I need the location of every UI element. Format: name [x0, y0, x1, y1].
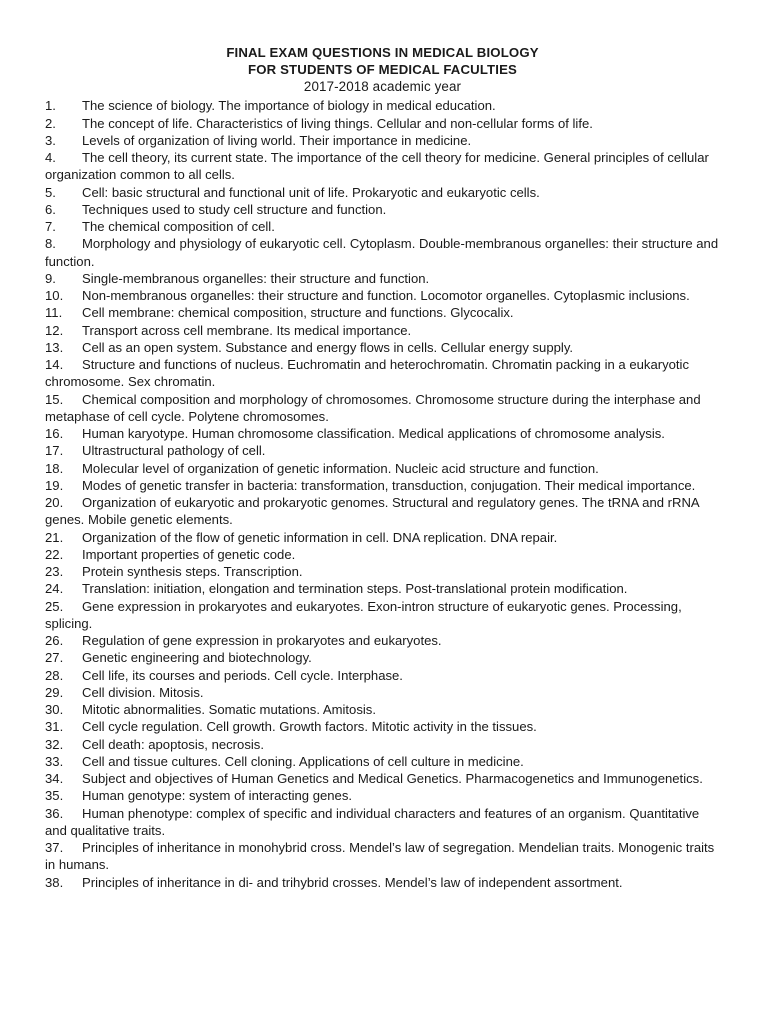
question-item: [45, 546, 720, 563]
question-text: Cell as an open system. Substance and energy flows in cells. Cellular energy supply.: [82, 339, 574, 355]
question-number: 13.: [45, 339, 64, 355]
question-text: Translation: initiation, elongation and termination steps. Post-translational protein modification.: [82, 581, 628, 597]
question-item: [45, 270, 720, 287]
question-text: Subject and objectives of Human Genetics and Medical Genetics. Pharmacogenetics and Immunogenetics.: [82, 771, 703, 787]
question-text: Regulation of gene expression in prokaryotes and eukaryotes.: [82, 633, 442, 649]
question-item: [45, 356, 720, 391]
question-text: Cell division. Mitosis.: [82, 684, 204, 700]
question-number: 34.: [45, 771, 64, 787]
question-text: The cell theory, its current state. The importance of the cell theory for medicine. General principles of cellular organization common to all cells.: [45, 150, 709, 183]
question-text: Transport across cell membrane. Its medical importance.: [82, 322, 412, 338]
question-item: [45, 839, 720, 874]
question-text: Modes of genetic transfer in bacteria: transformation, transduction, conjugation. Their medical importance.: [82, 477, 696, 493]
question-number: 35.: [45, 788, 64, 804]
question-number: 22.: [45, 546, 64, 562]
question-item: [45, 184, 720, 201]
question-number: 37.: [45, 840, 64, 856]
question-text: Cell death: apoptosis, necrosis.: [82, 736, 264, 752]
question-item: [45, 97, 720, 114]
question-item: [45, 149, 720, 184]
question-number: 8.: [45, 236, 56, 252]
question-item: [45, 649, 720, 666]
question-item: [45, 598, 720, 633]
question-item: [45, 391, 720, 426]
question-item: [45, 667, 720, 684]
question-number: 23.: [45, 564, 64, 580]
question-number: 15.: [45, 391, 64, 407]
question-item: [45, 339, 720, 356]
question-text: Chemical composition and morphology of chromosomes. Chromosome structure during the interphase and metaphase of cell cycle. Polytene chromosomes.: [45, 391, 701, 424]
question-item: [45, 770, 720, 787]
question-text: Human phenotype: complex of specific and individual characters and features of an organism. Quantitative and qualitative traits.: [45, 805, 700, 838]
question-text: The chemical composition of cell.: [82, 219, 275, 235]
question-text: Morphology and physiology of eukaryotic cell. Cytoplasm. Double-membranous organelles: their structure and function.: [45, 236, 719, 269]
question-text: Cell: basic structural and functional unit of life. Prokaryotic and eukaryotic cells.: [82, 184, 540, 200]
question-number: 14.: [45, 357, 64, 373]
question-text: The science of biology. The importance of biology in medical education.: [82, 98, 496, 114]
question-text: Human genotype: system of interacting genes.: [82, 788, 353, 804]
question-number: 25.: [45, 598, 64, 614]
question-number: 19.: [45, 477, 64, 493]
question-text: Structure and functions of nucleus. Euchromatin and heterochromatin. Chromatin packing in a eukaryotic chromosome. Sex chromatin.: [45, 357, 690, 390]
question-item: [45, 477, 720, 494]
question-text: Molecular level of organization of genetic information. Nucleic acid structure and function.: [82, 460, 599, 476]
document-title-line-2: FOR STUDENTS OF MEDICAL FACULTIES: [248, 62, 517, 78]
question-number: 38.: [45, 874, 64, 890]
question-text: Principles of inheritance in di- and trihybrid crosses. Mendel’s law of independent assortment.: [82, 874, 623, 890]
question-number: 5.: [45, 184, 56, 200]
question-item: [45, 425, 720, 442]
exam-question-list: [45, 97, 720, 891]
question-item: [45, 701, 720, 718]
question-item: [45, 322, 720, 339]
question-text: Ultrastructural pathology of cell.: [82, 443, 266, 459]
question-text: Organization of eukaryotic and prokaryotic genomes. Structural and regulatory genes. The tRNA and rRNA genes. Mobile genetic elements.: [45, 495, 699, 528]
question-item: [45, 563, 720, 580]
question-number: 18.: [45, 460, 64, 476]
question-number: 30.: [45, 702, 64, 718]
question-item: [45, 304, 720, 321]
question-item: [45, 736, 720, 753]
question-number: 3.: [45, 132, 56, 148]
question-number: 16.: [45, 426, 64, 442]
question-item: [45, 753, 720, 770]
question-number: 9.: [45, 270, 56, 286]
question-item: [45, 580, 720, 597]
question-text: Levels of organization of living world. Their importance in medicine.: [82, 132, 472, 148]
question-number: 7.: [45, 219, 56, 235]
question-number: 32.: [45, 736, 64, 752]
question-item: [45, 632, 720, 649]
question-text: Cell membrane: chemical composition, structure and functions. Glycocalix.: [82, 305, 514, 321]
question-number: 4.: [45, 150, 56, 166]
question-number: 17.: [45, 443, 64, 459]
question-number: 21.: [45, 529, 64, 545]
question-text: Non-membranous organelles: their structure and function. Locomotor organelles. Cytoplasmic inclusions.: [82, 288, 690, 304]
question-item: [45, 235, 720, 270]
question-text: Genetic engineering and biotechnology.: [82, 650, 312, 666]
question-number: 20.: [45, 495, 64, 511]
question-text: Principles of inheritance in monohybrid cross. Mendel’s law of segregation. Mendelian traits. Monogenic traits in humans.: [45, 840, 715, 873]
question-text: Techniques used to study cell structure and function.: [82, 201, 387, 217]
question-text: The concept of life. Characteristics of living things. Cellular and non-cellular forms of life.: [82, 115, 593, 131]
question-text: Important properties of genetic code.: [82, 546, 296, 562]
question-number: 11.: [45, 305, 63, 321]
question-item: [45, 529, 720, 546]
question-item: [45, 494, 720, 529]
question-item: [45, 218, 720, 235]
question-text: Protein synthesis steps. Transcription.: [82, 564, 303, 580]
document-title-line-1: FINAL EXAM QUESTIONS IN MEDICAL BIOLOGY: [226, 45, 539, 60]
question-text: Organization of the flow of genetic information in cell. DNA replication. DNA repair.: [82, 529, 558, 545]
document-subtitle-academic-year: 2017-2018 academic year: [303, 79, 462, 95]
question-number: 10.: [45, 288, 64, 304]
question-number: 33.: [45, 753, 64, 769]
question-item: [45, 132, 720, 149]
question-item: [45, 287, 720, 304]
question-item: [45, 442, 720, 459]
question-item: [45, 201, 720, 218]
question-item: [45, 684, 720, 701]
question-text: Mitotic abnormalities. Somatic mutations. Amitosis.: [82, 702, 376, 718]
question-item: [45, 718, 720, 735]
question-text: Single-membranous organelles: their structure and function.: [82, 270, 430, 286]
question-number: 28.: [45, 667, 64, 683]
question-text: Cell life, its courses and periods. Cell cycle. Interphase.: [82, 667, 403, 683]
question-number: 12.: [45, 322, 64, 338]
question-number: 2.: [45, 115, 56, 131]
question-item: [45, 874, 720, 891]
question-number: 26.: [45, 633, 64, 649]
question-number: 6.: [45, 201, 56, 217]
question-text: Cell cycle regulation. Cell growth. Growth factors. Mitotic activity in the tissues.: [82, 719, 537, 735]
question-item: [45, 805, 720, 840]
question-item: [45, 787, 720, 804]
question-number: 1.: [45, 98, 56, 114]
document-header: [45, 44, 720, 96]
question-text: Gene expression in prokaryotes and eukaryotes. Exon-intron structure of eukaryotic genes. Processing, splicing.: [45, 598, 682, 631]
question-item: [45, 460, 720, 477]
question-number: 29.: [45, 684, 64, 700]
question-text: Human karyotype. Human chromosome classification. Medical applications of chromosome analysis.: [82, 426, 665, 442]
question-number: 24.: [45, 581, 64, 597]
question-item: [45, 115, 720, 132]
question-number: 31.: [45, 719, 64, 735]
question-number: 36.: [45, 805, 64, 821]
question-number: 27.: [45, 650, 64, 666]
question-text: Cell and tissue cultures. Cell cloning. Applications of cell culture in medicine.: [82, 753, 524, 769]
